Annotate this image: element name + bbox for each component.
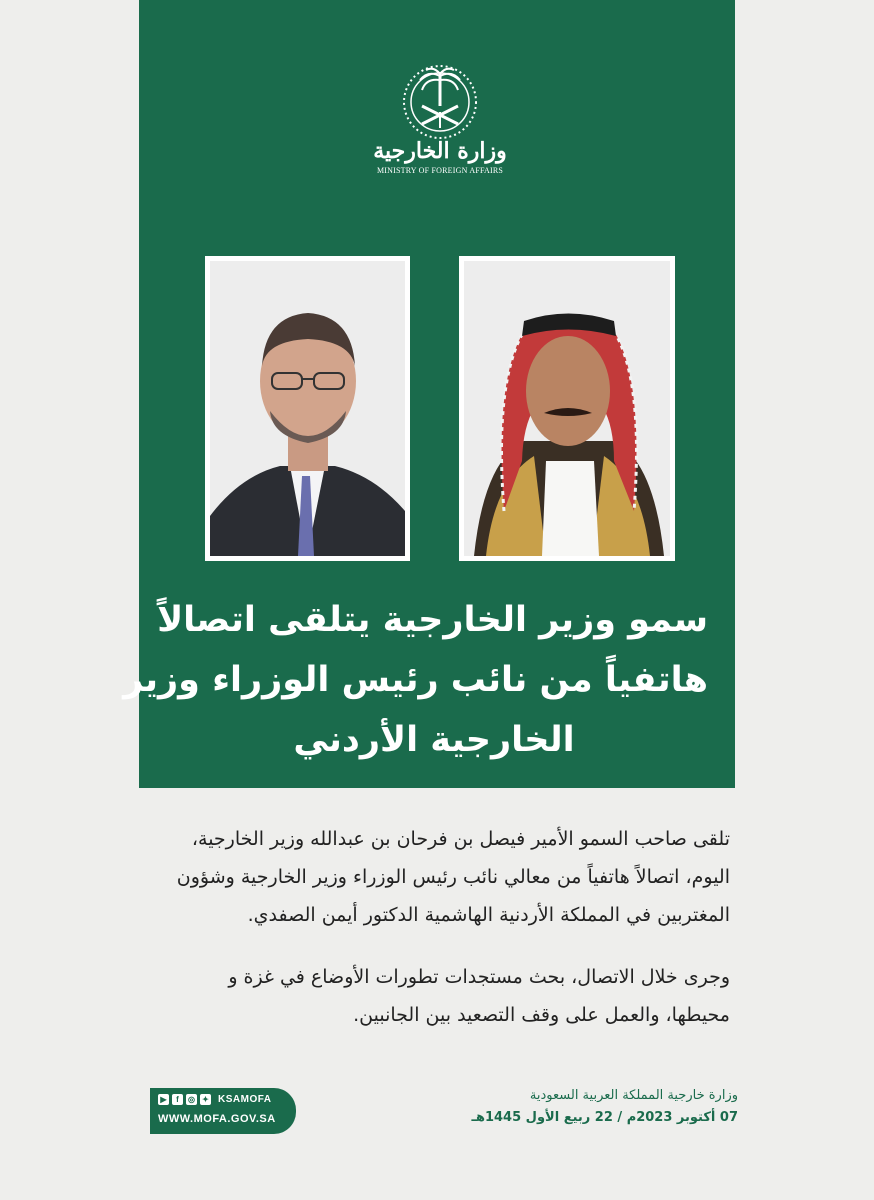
footer-ministry-name: وزارة خارجية المملكة العربية السعودية: [529, 1088, 738, 1103]
paragraph-1-line-1: تلقى صاحب السمو الأمير فيصل بن فرحان بن عبدالله وزير الخارجية،: [191, 828, 730, 850]
photo-jordan-minister: [205, 256, 410, 561]
twitter-icon[interactable]: ✦: [200, 1094, 211, 1105]
headline-line-2: هاتفياً من نائب رئيس الوزراء وزير: [123, 660, 708, 700]
logo-arabic-text: وزارة الخارجية: [373, 138, 507, 164]
headline: [123, 590, 708, 770]
facebook-icon[interactable]: f: [172, 1094, 183, 1105]
palm-swords-emblem-icon: [400, 62, 480, 142]
paragraph-1: [150, 820, 730, 934]
headline-line-3: الخارجية الأردني: [293, 720, 575, 760]
photo-saudi-minister: [459, 256, 675, 561]
paragraph-2-line-1: وجرى خلال الاتصال، بحث مستجدات تطورات الأوضاع في غزة و: [228, 966, 730, 988]
instagram-icon[interactable]: ◎: [186, 1094, 197, 1105]
person-portrait-icon: [464, 261, 670, 556]
social-badge: [150, 1088, 296, 1134]
headline-line-1: سمو وزير الخارجية يتلقى اتصالاً: [157, 600, 708, 640]
paragraph-2: [150, 958, 730, 1034]
paragraph-2-line-2: محيطها، والعمل على وقف التصعيد بين الجانبين.: [353, 1004, 730, 1026]
article-body: [150, 820, 730, 1058]
website-link[interactable]: WWW.MOFA.GOV.SA: [158, 1113, 276, 1125]
paragraph-1-line-3: المغتربين في المملكة الأردنية الهاشمية الدكتور أيمن الصفدي.: [247, 904, 730, 926]
youtube-icon[interactable]: ▶: [158, 1094, 169, 1105]
paragraph-1-line-2: اليوم، اتصالاً هاتفياً من معالي نائب رئيس الوزراء وزير الخارجية وشؤون: [176, 866, 730, 888]
social-row: [158, 1094, 272, 1105]
ministry-logo: [370, 62, 510, 192]
footer-info: [450, 1085, 738, 1129]
person-portrait-icon: [210, 261, 405, 556]
social-handle[interactable]: KSAMOFA: [218, 1094, 272, 1105]
logo-english-text: MINISTRY OF FOREIGN AFFAIRS: [376, 166, 504, 175]
footer-date: 07 أكتوبر 2023م / 22 ربيع الأول 1445هـ: [471, 1110, 738, 1125]
